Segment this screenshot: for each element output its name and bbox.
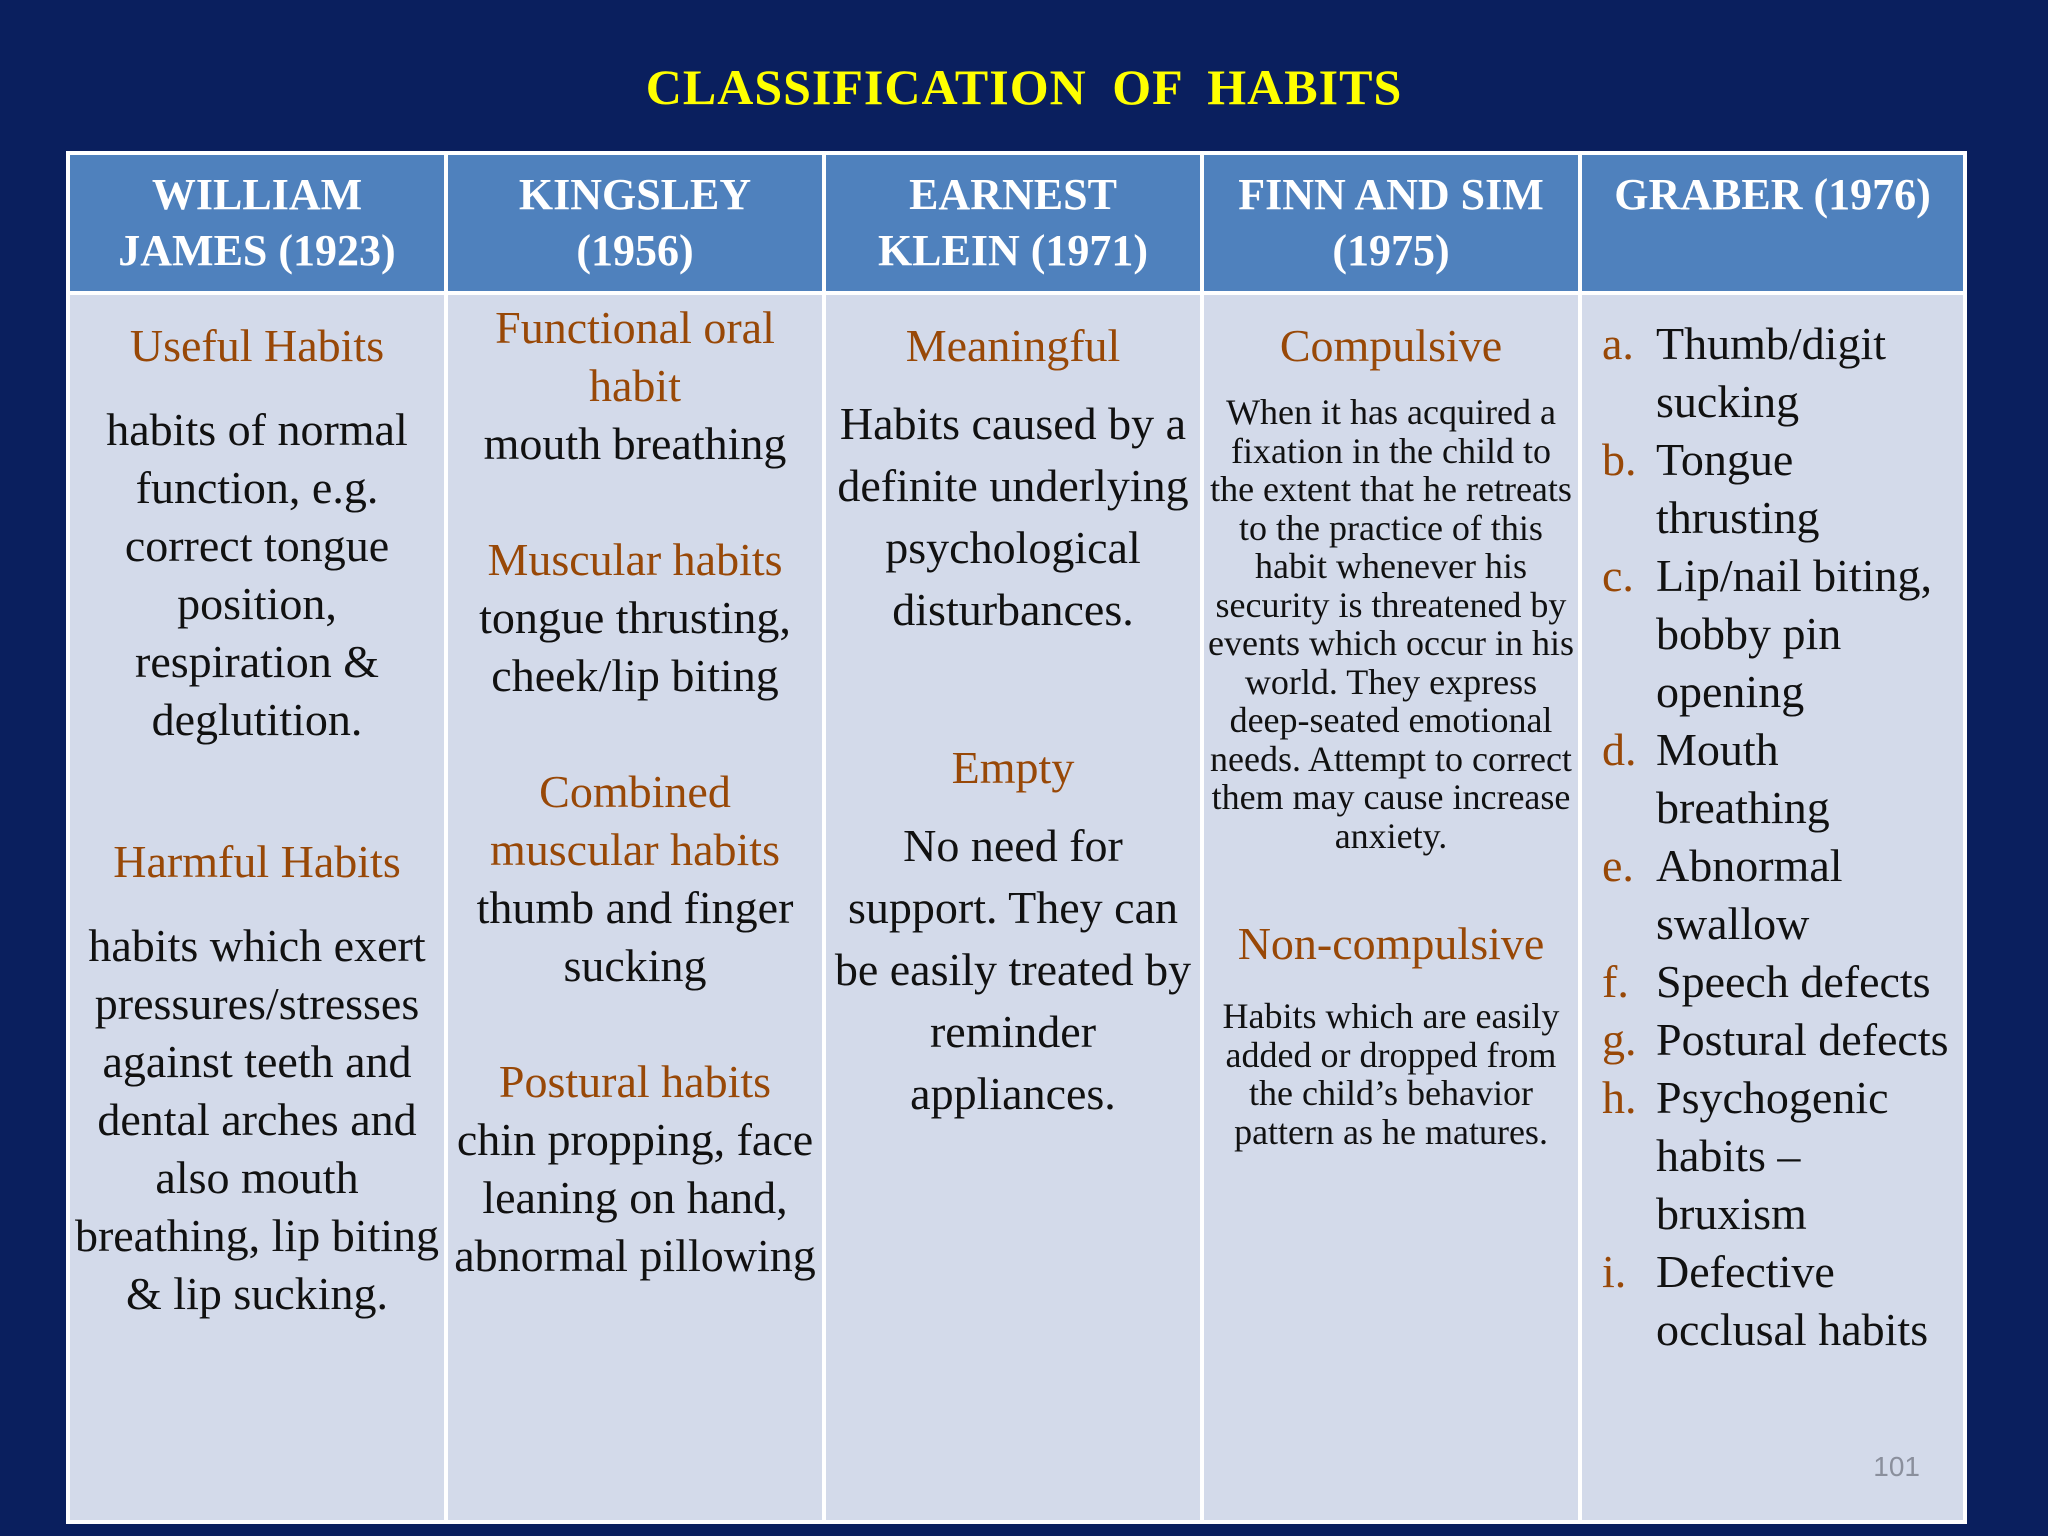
list-item-text: Tongue thrusting: [1656, 434, 1820, 543]
header-line: WILLIAM: [151, 170, 363, 219]
category-useful-habits: Useful Habits: [129, 320, 385, 371]
list-item: [1602, 1243, 1959, 1359]
header-line: (1975): [1332, 226, 1450, 275]
list-item: [1602, 1011, 1959, 1069]
col-graber: [1580, 293, 1965, 1522]
header-graber: [1580, 153, 1965, 293]
col-finn-and-sim: [1202, 293, 1580, 1522]
header-row: [68, 153, 1965, 293]
meaningful-text: Habits caused by a definite underlying psychological disturbances.: [837, 398, 1189, 635]
list-marker: a.: [1602, 318, 1634, 369]
list-item: [1602, 837, 1959, 953]
header-line: JAMES (1923): [118, 226, 396, 275]
list-item-text: Psychogenic habits – bruxism: [1656, 1072, 1889, 1239]
non-compulsive-text: Habits which are easily added or dropped from the child’s behavior pattern as he matures.: [1222, 996, 1560, 1152]
list-item: [1602, 315, 1959, 431]
list-item-text: Thumb/digit sucking: [1656, 318, 1886, 427]
category-functional-oral-habit: Functional oral habit: [495, 302, 775, 411]
header-line: GRABER (1976): [1614, 170, 1931, 219]
list-item: [1602, 953, 1959, 1011]
col-william-james: [68, 293, 446, 1522]
page-number: 101: [1873, 1451, 1920, 1482]
category-harmful-habits: Harmful Habits: [113, 836, 401, 887]
list-marker: c.: [1602, 550, 1634, 601]
col-kingsley: [446, 293, 824, 1522]
header-line: FINN AND SIM: [1238, 170, 1544, 219]
list-item-text: Lip/nail biting, bobby pin opening: [1656, 550, 1932, 717]
category-postural-habits: Postural habits: [498, 1056, 772, 1107]
empty-text: No need for support. They can be easily treated by reminder appliances.: [834, 820, 1192, 1119]
list-item-text: Mouth breathing: [1656, 724, 1830, 833]
postural-habits-text: chin propping, face leaning on hand, abnormal pillowing: [454, 1114, 816, 1281]
header-earnest-klein: [824, 153, 1202, 293]
habits-classification-table: [66, 151, 1967, 1524]
list-marker: i.: [1602, 1246, 1627, 1297]
header-line: (1956): [576, 226, 694, 275]
harmful-habits-text: habits which exert pressures/stresses against teeth and dental arches and also mouth breathing, lip biting & lip sucking.: [74, 920, 440, 1319]
graber-habit-list: [1586, 315, 1959, 1359]
list-item: [1602, 721, 1959, 837]
compulsive-text: When it has acquired a fixation in the child to the extent that he retreats to the practice of this habit whenever his security is threatened by events which occur in his world. They express deep-seated emotional needs. Attempt to correct them may cause increase anxiety.: [1208, 392, 1574, 856]
list-item-text: Abnormal swallow: [1656, 840, 1843, 949]
list-marker: h.: [1602, 1072, 1637, 1123]
list-marker: g.: [1602, 1014, 1637, 1065]
functional-oral-habit-text: mouth breathing: [483, 418, 787, 469]
category-empty: Empty: [951, 742, 1075, 793]
header-line: KINGSLEY: [518, 170, 752, 219]
list-item-text: Postural defects: [1656, 1014, 1949, 1065]
header-line: KLEIN (1971): [877, 226, 1149, 275]
header-kingsley: [446, 153, 824, 293]
category-compulsive: Compulsive: [1279, 320, 1503, 371]
list-marker: e.: [1602, 840, 1634, 891]
category-combined-muscular-habits: Combined muscular habits: [490, 766, 780, 875]
slide-title: CLASSIFICATION OF HABITS: [645, 59, 1403, 115]
useful-habits-text: habits of normal function, e.g. correct tongue position, respiration & deglutition.: [106, 404, 408, 745]
list-item: [1602, 431, 1959, 547]
header-line: EARNEST: [909, 170, 1117, 219]
list-marker: f.: [1602, 956, 1629, 1007]
header-finn-and-sim: [1202, 153, 1580, 293]
list-item-text: Defective occlusal habits: [1656, 1246, 1929, 1355]
combined-muscular-habits-text: thumb and finger sucking: [476, 882, 794, 991]
muscular-habits-text: tongue thrusting, cheek/lip biting: [479, 592, 791, 701]
header-william-james: [68, 153, 446, 293]
list-item: [1602, 1069, 1959, 1243]
category-muscular-habits: Muscular habits: [487, 534, 783, 585]
list-item: [1602, 547, 1959, 721]
category-non-compulsive: Non-compulsive: [1237, 918, 1545, 969]
list-marker: b.: [1602, 434, 1637, 485]
category-meaningful: Meaningful: [905, 320, 1121, 371]
content-row: [68, 293, 1965, 1522]
list-item-text: Speech defects: [1656, 956, 1931, 1007]
list-marker: d.: [1602, 724, 1637, 775]
col-earnest-klein: [824, 293, 1202, 1522]
